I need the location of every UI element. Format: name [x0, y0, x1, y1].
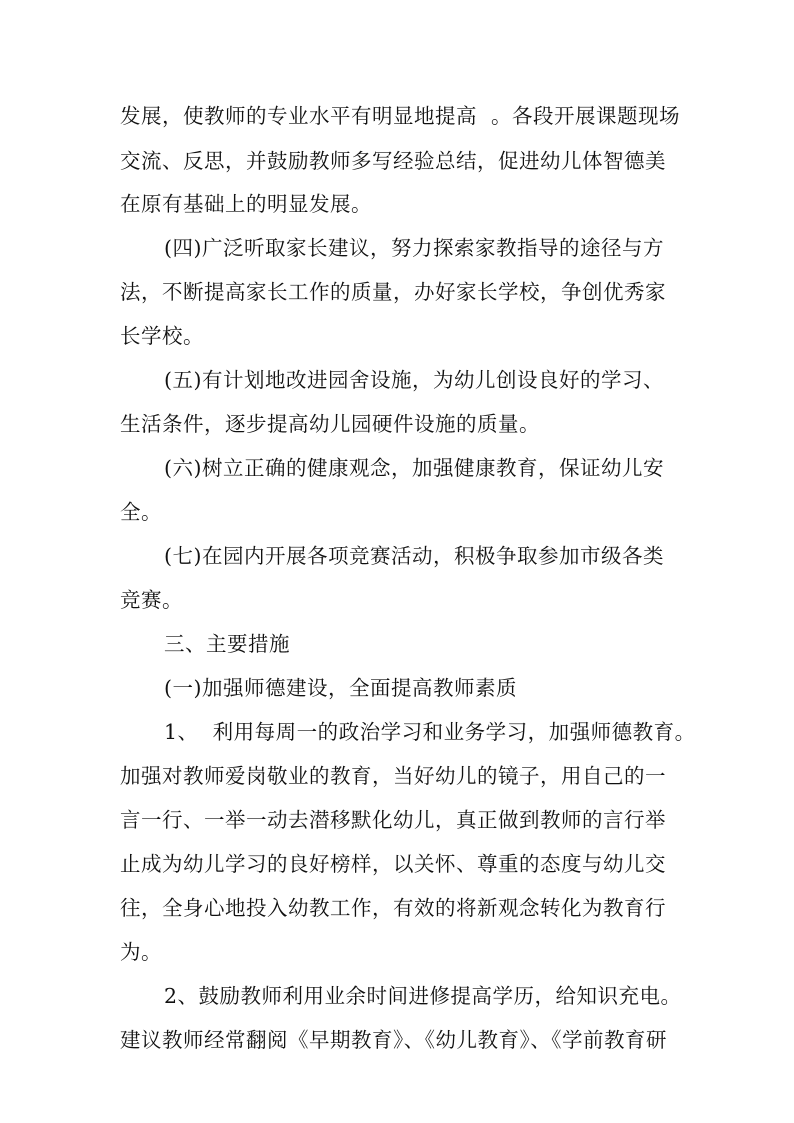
text-line: (六)树立正确的健康观念，加强健康教育，保证幼儿安	[164, 456, 664, 480]
text-line: (五)有计划地改进园舍设施，为幼儿创设良好的学习、	[164, 368, 664, 392]
text-line: 长学校。	[120, 324, 204, 348]
text-line: 1、 利用每周一的政治学习和业务学习，加强师德教育。	[164, 720, 696, 744]
text-line: 交流、反思，并鼓励教师多写经验总结，促进幼儿体智德美	[120, 149, 666, 173]
text-line: 建议教师经常翻阅《早期教育》、《幼儿教育》、《学前教育研	[120, 1028, 667, 1052]
text-line: 全。	[120, 500, 162, 524]
text-line: 在原有基础上的明显发展。	[120, 192, 372, 216]
text-line: 加强对教师爱岗敬业的教育，当好幼儿的镜子，用自己的一	[120, 764, 666, 788]
text-line: 法，不断提高家长工作的质量，办好家长学校，争创优秀家	[120, 280, 666, 304]
text-line: 言一行、一举一动去潜移默化幼儿，真正做到教师的言行举	[120, 808, 666, 832]
text-line: 止成为幼儿学习的良好榜样，以关怀、尊重的态度与幼儿交	[120, 852, 666, 876]
section-heading: 三、主要措施	[164, 632, 290, 656]
text-line: 生活条件，逐步提高幼儿园硬件设施的质量。	[120, 412, 540, 436]
text-line: 为。	[120, 940, 162, 964]
subsection-heading: (一)加强师德建设，全面提高教师素质	[164, 676, 517, 700]
text-line: 2、鼓励教师利用业余时间进修提高学历，给知识充电。	[164, 984, 682, 1008]
text-line: 往，全身心地投入幼教工作，有效的将新观念转化为教育行	[120, 896, 666, 920]
text-line: (四)广泛听取家长建议，努力探索家教指导的途径与方	[164, 236, 664, 260]
text-line: 发展，使教师的专业水平有明显地提高 。各段开展课题现场	[120, 104, 681, 128]
text-line: 竞赛。	[120, 588, 183, 612]
text-line: (七)在园内开展各项竞赛活动，积极争取参加市级各类	[164, 544, 664, 568]
